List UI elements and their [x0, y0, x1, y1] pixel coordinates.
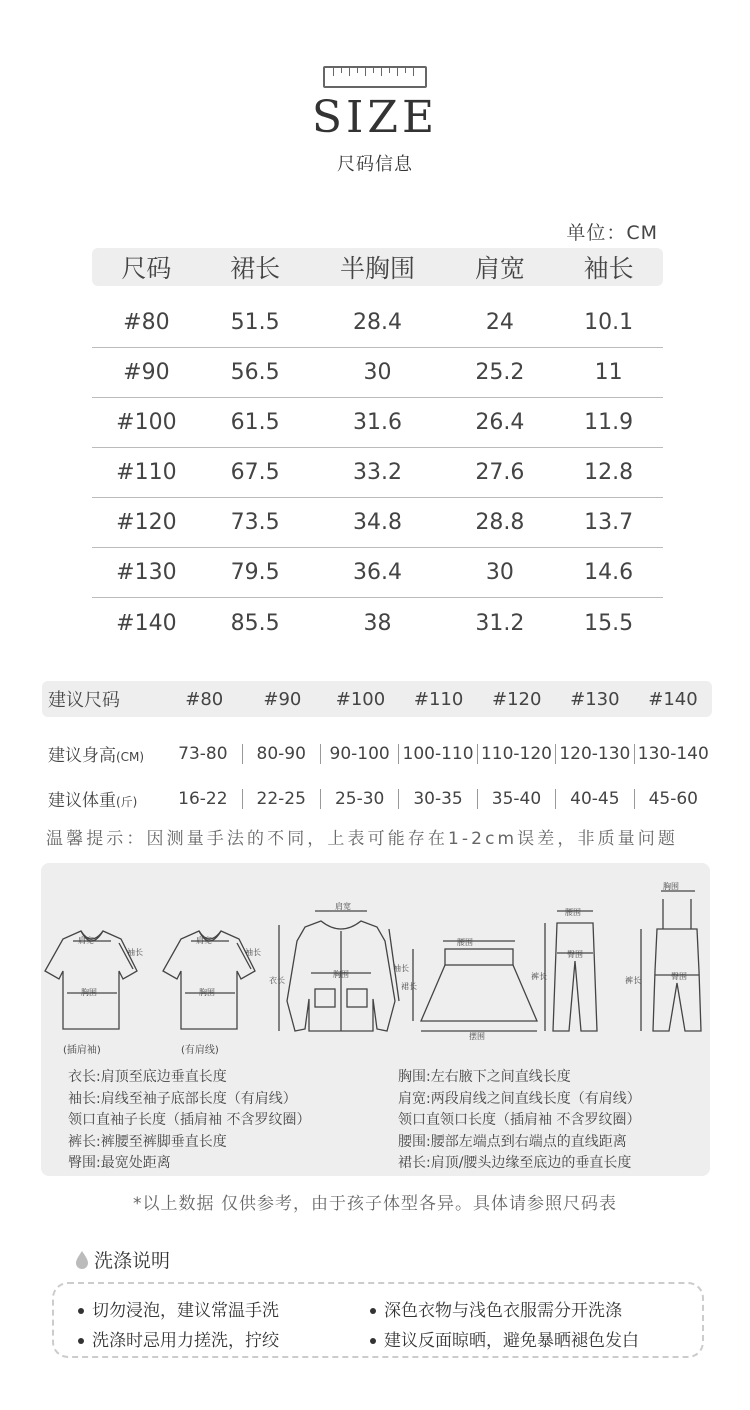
svg-text:裙长: 裙长	[401, 982, 417, 991]
table-cell: 51.5	[230, 310, 280, 335]
recommend-size: #90	[263, 688, 302, 710]
table-cell: #110	[116, 460, 177, 485]
table-row	[92, 298, 663, 348]
wash-item: 建议反面晾晒，避免暴晒褪色发白	[370, 1326, 639, 1351]
legend-item: 肩宽:两段肩线之间直线长度（有肩线）	[398, 1090, 641, 1107]
table-cell: 13.7	[584, 510, 634, 535]
bullet-icon	[78, 1308, 84, 1314]
svg-text:胸围: 胸围	[199, 988, 215, 997]
recommend-size: #120	[492, 688, 542, 710]
wash-title	[74, 1246, 170, 1273]
legend-item: 臀围:最宽处距离	[68, 1155, 171, 1171]
legend-item: 领口直袖子长度（插肩袖 不含罗纹圈）	[68, 1112, 311, 1128]
table-cell: #90	[123, 360, 170, 385]
wash-box	[52, 1282, 704, 1358]
table-cell: #80	[123, 310, 170, 335]
weight-cell: 22-25	[242, 789, 320, 809]
wash-item: 洗涤时忌用力搓洗，拧绞	[78, 1326, 279, 1351]
bullet-icon	[78, 1338, 84, 1344]
tip-text: 温馨提示：因测量手法的不同，上表可能存在1-2cm误差，非质量问题	[46, 829, 678, 849]
height-cell: 130-140	[634, 744, 712, 764]
column-header: 半胸围	[340, 254, 416, 283]
table-cell: 38	[363, 610, 392, 636]
height-cell: 73-80	[178, 743, 228, 764]
recommend-size: #110	[413, 688, 464, 710]
wash-item: 切勿浸泡，建议常温手洗	[78, 1296, 279, 1321]
table-cell: 30	[485, 560, 514, 585]
measurement-diagrams	[41, 871, 710, 1056]
table-cell: 30	[363, 360, 392, 385]
measurement-panel	[41, 863, 710, 1176]
legend-item: 裤长:裤腰至裤脚垂直长度	[68, 1133, 227, 1150]
table-cell: 61.5	[230, 410, 280, 435]
svg-text:衣长: 衣长	[269, 976, 285, 985]
table-cell: 28.8	[475, 510, 525, 535]
table-cell: 24	[485, 310, 514, 335]
svg-text:腰围: 腰围	[457, 938, 473, 947]
weight-row	[42, 776, 712, 821]
svg-text:袖长: 袖长	[245, 948, 261, 957]
weight-cell: 30-35	[398, 789, 476, 809]
weight-cell: 45-60	[634, 789, 712, 809]
table-cell: 79.5	[230, 560, 280, 585]
height-row-label: 建议身高(CM)	[48, 746, 145, 766]
raglan-tee-icon	[45, 931, 143, 1056]
svg-text:裤长: 裤长	[531, 972, 547, 981]
svg-text:肩宽: 肩宽	[196, 936, 212, 945]
svg-text:臀围: 臀围	[567, 950, 583, 959]
legend-item: 领口直领口长度（插肩袖 不含罗纹圈）	[398, 1112, 641, 1128]
recommend-size: #140	[648, 688, 698, 710]
svg-text:肩宽: 肩宽	[335, 902, 351, 911]
svg-text:袖长: 袖长	[393, 964, 409, 973]
overalls-icon	[625, 882, 701, 1031]
legend-item: 裙长:肩顶/腰头边缘至底边的垂直长度	[398, 1155, 632, 1171]
table-cell: 11.9	[584, 410, 634, 435]
recommend-table-header	[42, 681, 712, 717]
recommend-table	[42, 681, 712, 821]
table-cell: 34.8	[353, 510, 402, 535]
column-header: 袖长	[583, 254, 634, 283]
table-cell: 27.6	[475, 460, 525, 485]
table-cell: 15.5	[584, 610, 634, 636]
weight-cell: 40-45	[555, 789, 633, 809]
weight-cell: 16-22	[178, 788, 228, 809]
svg-text:胸围: 胸围	[663, 882, 679, 891]
svg-text:摆围: 摆围	[469, 1032, 485, 1041]
recommend-size: #80	[185, 688, 224, 710]
page-subtitle: 尺码信息	[337, 154, 413, 175]
table-cell: 25.2	[475, 360, 525, 385]
weight-cell: 35-40	[477, 789, 555, 809]
table-cell: 36.4	[353, 560, 402, 585]
height-cell: 120-130	[555, 744, 633, 764]
legend-right	[398, 1067, 641, 1175]
table-cell: 73.5	[230, 510, 280, 535]
table-cell: 28.4	[353, 310, 402, 335]
legend-left	[68, 1067, 310, 1175]
table-cell: 10.1	[584, 310, 634, 335]
svg-text:裤长: 裤长	[625, 976, 641, 985]
height-cell: 90-100	[320, 744, 398, 764]
height-cell: 110-120	[477, 744, 555, 764]
svg-text:肩宽: 肩宽	[78, 936, 94, 945]
table-cell: #140	[116, 610, 177, 636]
height-cell: 100-110	[398, 744, 476, 764]
table-row	[92, 548, 663, 598]
table-cell: 33.2	[353, 460, 402, 485]
svg-text:袖长: 袖长	[127, 948, 143, 957]
table-row	[92, 498, 663, 548]
water-drop-icon	[74, 1250, 90, 1270]
svg-text:胸围: 胸围	[81, 988, 97, 997]
disclaimer-text: *以上数据 仅供参考，由于孩子体型各异。具体请参照尺码表	[133, 1194, 617, 1214]
svg-text:臀围: 臀围	[671, 972, 687, 981]
table-cell: 31.6	[353, 410, 402, 435]
table-row	[92, 398, 663, 448]
svg-text:(有肩线): (有肩线)	[181, 1045, 219, 1056]
column-header: 裙长	[230, 254, 281, 283]
legend-item: 腰围:腰部左端点到右端点的直线距离	[398, 1133, 627, 1150]
recommend-header-label: 建议尺码	[48, 690, 120, 711]
table-cell: 26.4	[475, 410, 525, 435]
ruler-icon	[323, 66, 427, 88]
weight-row-label: 建议体重(斤)	[48, 791, 138, 811]
size-table	[92, 248, 663, 648]
page-title: SIZE	[311, 92, 439, 143]
legend-item: 袖长:肩线至袖子底部长度（有肩线）	[68, 1090, 297, 1107]
wash-title-label: 洗涤说明	[94, 1250, 171, 1272]
column-header: 肩宽	[474, 254, 525, 283]
bullet-icon	[370, 1338, 376, 1344]
legend-item: 衣长:肩顶至底边垂直长度	[68, 1069, 227, 1085]
table-cell: #120	[116, 510, 177, 535]
table-row	[92, 448, 663, 498]
svg-text:腰围: 腰围	[565, 908, 581, 917]
table-cell: 85.5	[230, 610, 280, 636]
table-cell: 14.6	[584, 560, 634, 585]
set-in-tee-icon	[163, 931, 261, 1056]
bullet-icon	[370, 1308, 376, 1314]
skirt-icon	[401, 938, 537, 1041]
wash-item: 深色衣物与浅色衣服需分开洗涤	[370, 1296, 622, 1321]
pants-icon	[531, 908, 597, 1031]
recommend-size: #100	[335, 688, 386, 710]
table-cell: #130	[116, 560, 177, 585]
table-cell: 11	[594, 360, 623, 385]
column-header: 尺码	[121, 254, 172, 283]
height-cell: 80-90	[242, 744, 320, 764]
size-table-header	[92, 248, 663, 286]
height-row	[42, 731, 712, 776]
table-row	[92, 598, 663, 648]
svg-text:胸围: 胸围	[333, 970, 349, 979]
recommend-size: #130	[570, 688, 620, 710]
table-cell: 56.5	[230, 360, 280, 385]
table-cell: #100	[116, 410, 177, 435]
table-cell: 31.2	[475, 610, 525, 636]
unit-label: 单位：CM	[566, 222, 658, 244]
table-row	[92, 348, 663, 398]
jacket-icon	[269, 901, 409, 1031]
svg-text:(插肩袖): (插肩袖)	[63, 1045, 101, 1056]
legend-item: 胸围:左右腋下之间直线长度	[398, 1069, 571, 1085]
weight-cell: 25-30	[320, 789, 398, 809]
table-cell: 67.5	[230, 460, 280, 485]
table-cell: 12.8	[584, 460, 634, 485]
